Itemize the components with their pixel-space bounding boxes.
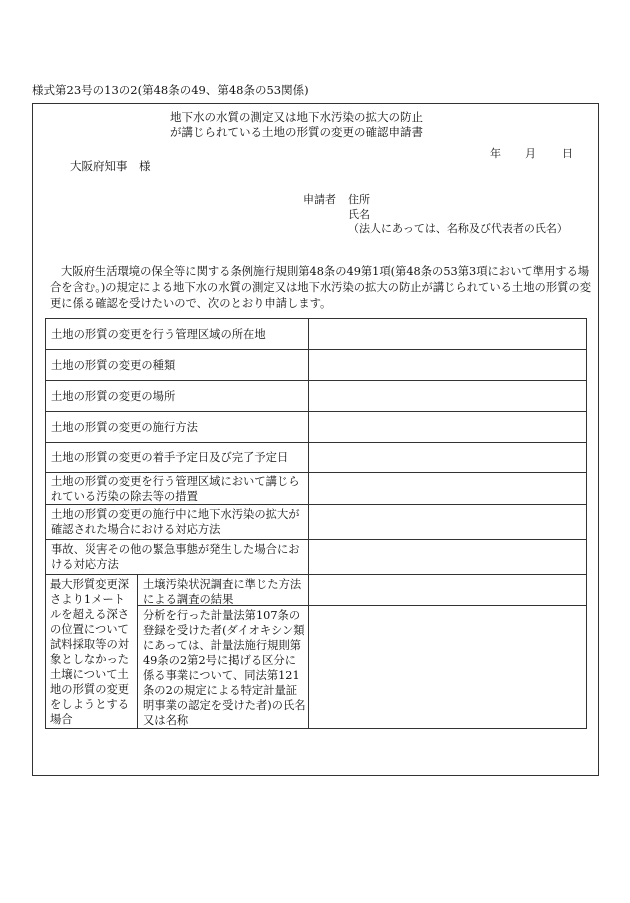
value-cell-location[interactable]: [310, 319, 585, 348]
value-cell-emergency-response[interactable]: [310, 540, 585, 573]
row-label-measures: 土地の形質の変更を行う管理区域において講じられている汚染の除去等の措置: [51, 475, 300, 503]
form-number-label: 様式第23号の13の2(第48条の49、第48条の53関係): [32, 83, 309, 97]
value-cell-analyst[interactable]: [310, 606, 585, 727]
row-label-schedule: 土地の形質の変更の着手予定日及び完了予定日: [51, 451, 289, 464]
row-label-location: 土地の形質の変更を行う管理区域の所在地: [51, 328, 266, 341]
merged-cell-divider: [137, 574, 138, 729]
value-cell-survey-result[interactable]: [310, 575, 585, 604]
date-day-label: 日: [562, 147, 573, 160]
sub-row-label-analyst: 分析を行った計量法第107条の登録を受けた者(ダイオキシン類にあっては、計量法施行規則第49条の2第2号に掲げる区分に係る事業について、同法第121条の2の規定による特定計量証明事業の認定を受けた者)の氏名又は名称: [143, 609, 306, 727]
address-label: 住所: [348, 193, 370, 206]
table-border-bottom: [45, 728, 587, 729]
addressee: 大阪府知事 様: [70, 159, 151, 173]
form-title-line-1: 地下水の水質の測定又は地下水汚染の拡大の防止: [170, 110, 423, 124]
date-year-label: 年: [490, 147, 501, 160]
row-label-groundwater-response: 土地の形質の変更の施行中に地下水汚染の拡大が確認された場合における対応方法: [51, 508, 300, 536]
row-label-emergency-response: 事故、災害その他の緊急事態が発生した場合における対応方法: [51, 543, 300, 571]
value-cell-type[interactable]: [310, 350, 585, 379]
merged-row-label: 最大形質変更深さより1メートルを超える深さの位置について試料採取等の対象としなかった土壌について土地の形質の変更をしようとする場合: [50, 578, 130, 726]
corporate-name-note: （法人にあっては、名称及び代表者の氏名）: [348, 222, 568, 235]
value-cell-place[interactable]: [310, 381, 585, 410]
row-label-method: 土地の形質の変更の施行方法: [51, 421, 198, 434]
value-cell-schedule[interactable]: [310, 443, 585, 471]
value-cell-groundwater-response[interactable]: [310, 505, 585, 538]
value-cell-method[interactable]: [310, 412, 585, 441]
application-body-text: 大阪府生活環境の保全等に関する条例施行規則第48条の49第1項(第48条の53第3項において準用する場合を含む。)の規定による地下水の水質の測定又は地下水汚染の拡大の防止が講じられている土地の形質の変更に係る確認を受けたいので、次のとおり申請します。: [50, 265, 592, 310]
name-label: 氏名: [348, 208, 370, 221]
date-month-label: 月: [525, 147, 536, 160]
form-title-line-2: が講じられている土地の形質の変更の確認申請書: [170, 125, 423, 139]
value-cell-measures[interactable]: [310, 473, 585, 503]
applicant-label: 申請者: [303, 193, 336, 206]
sub-row-label-survey-result: 土壌汚染状況調査に準じた方法による調査の結果: [143, 578, 302, 606]
row-label-type: 土地の形質の変更の種類: [51, 359, 176, 372]
row-label-place: 土地の形質の変更の場所: [51, 390, 176, 403]
application-table: [45, 318, 587, 729]
